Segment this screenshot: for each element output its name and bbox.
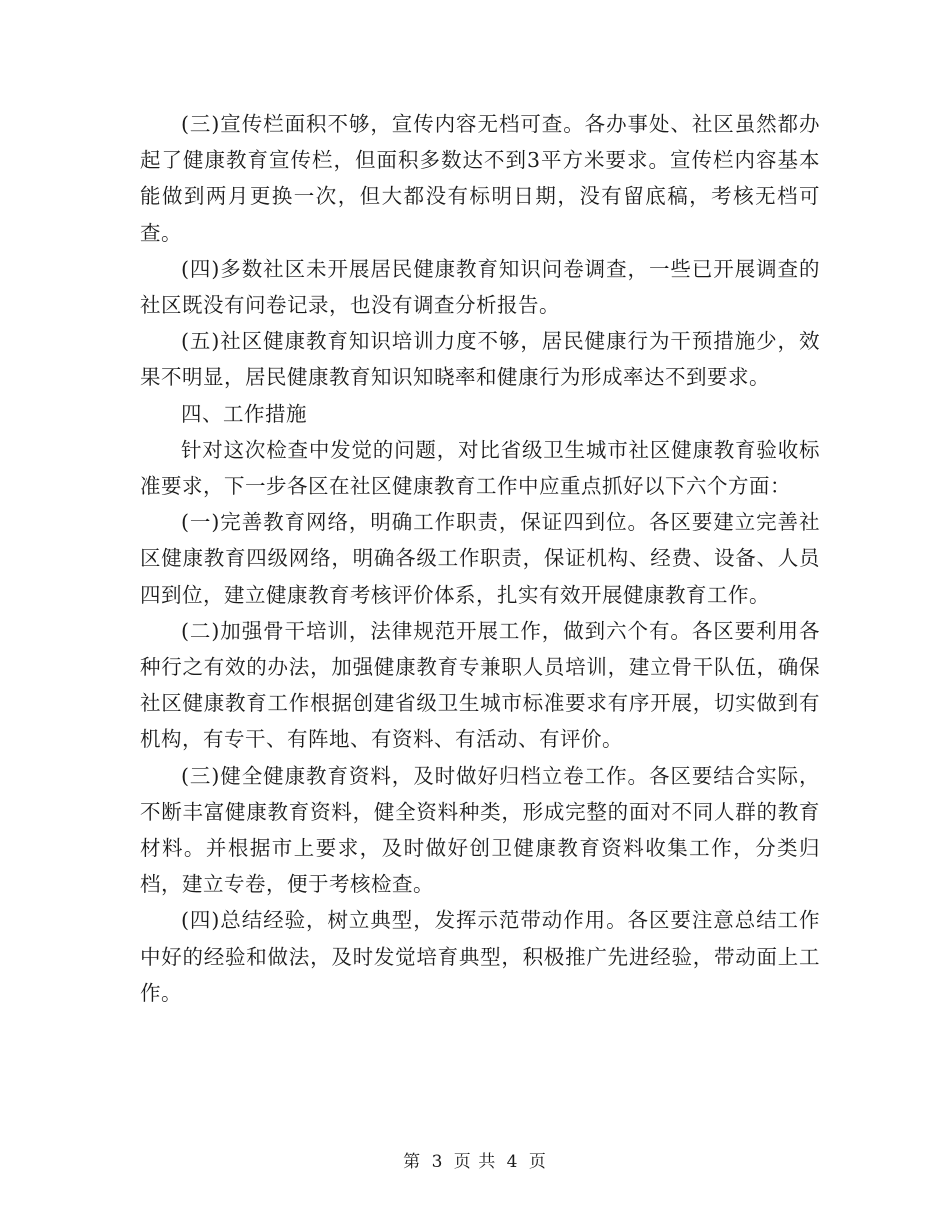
footer-suffix: 页 <box>528 1152 547 1172</box>
paragraph-training: (五)社区健康教育知识培训力度不够，居民健康行为干预措施少，效果不明显，居民健康教育知识知晓率和健康行为形成率达不到要求。 <box>140 329 820 390</box>
section-heading-measures: 四、工作措施 <box>181 401 307 426</box>
paragraph-publicity-board: (三)宣传栏面积不够，宣传内容无档可查。各办事处、社区虽然都办起了健康教育宣传栏，但面积多数达不到3平方米要求。宣传栏内容基本能做到两月更换一次，但大都没有标明日期，没有留底稿，考核无档可查。 <box>140 112 820 245</box>
paragraph-measure-2: (二)加强骨干培训，法律规范开展工作，做到六个有。各区要利用各种行之有效的办法，加强健康教育专兼职人员培训，建立骨干队伍，确保社区健康教育工作根据创建省级卫生城市标准要求有序开展，切实做到有机构，有专干、有阵地、有资料、有活动、有评价。 <box>140 618 820 752</box>
body-text <box>140 106 820 1011</box>
footer-prefix: 第 <box>403 1152 422 1172</box>
page-footer <box>0 1147 950 1172</box>
paragraph-questionnaire: (四)多数社区未开展居民健康教育知识问卷调查，一些已开展调查的社区既没有问卷记录，也没有调查分析报告。 <box>140 256 820 318</box>
paragraph-measures-intro: 针对这次检查中发觉的问题，对比省级卫生城市社区健康教育验收标准要求，下一步各区在社区健康教育工作中应重点抓好以下六个方面： <box>140 437 820 499</box>
paragraph-measure-4: (四)总结经验，树立典型，发挥示范带动作用。各区要注意总结工作中好的经验和做法，及时发觉培育典型，积极推广先进经验，带动面上工作。 <box>140 908 820 1005</box>
footer-middle: 页 共 <box>453 1152 497 1172</box>
paragraph-measure-1: (一)完善教育网络，明确工作职责，保证四到位。各区要建立完善社区健康教育四级网络，明确各级工作职责，保证机构、经费、设备、人员四到位，建立健康教育考核评价体系，扎实有效开展健康教育工作。 <box>140 510 820 607</box>
footer-total-pages: 4 <box>506 1152 519 1172</box>
paragraph-measure-3: (三)健全健康教育资料，及时做好归档立卷工作。各区要结合实际，不断丰富健康教育资料，健全资料种类，形成完整的面对不同人群的教育材料。并根据市上要求，及时做好创卫健康教育资料收集工作，分类归档，建立专卷，便于考核检查。 <box>140 763 820 897</box>
footer-page-number: 3 <box>431 1152 444 1172</box>
